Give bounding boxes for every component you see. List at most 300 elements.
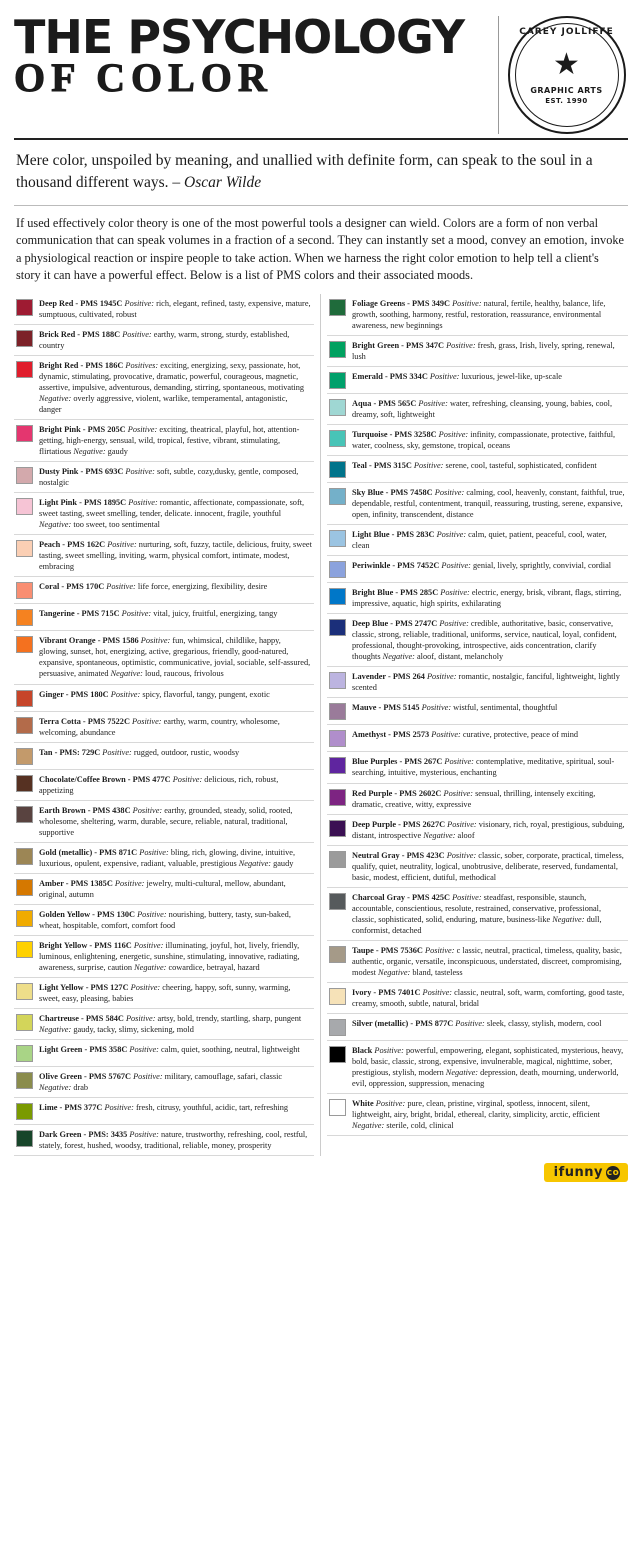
color-description xyxy=(39,774,314,796)
negative-label: Negative: xyxy=(550,914,585,924)
color-entry xyxy=(327,394,628,425)
positive-label: Positive: xyxy=(135,909,167,919)
color-swatch xyxy=(329,730,346,747)
color-entry xyxy=(14,712,314,743)
positive-label: Positive: xyxy=(138,636,171,646)
color-description xyxy=(39,805,314,838)
color-swatch xyxy=(16,941,33,958)
color-description xyxy=(352,892,628,936)
positive-label: Positive: xyxy=(424,672,457,682)
color-entry xyxy=(14,325,314,356)
color-entry xyxy=(14,1009,314,1040)
watermark-co-icon: co xyxy=(606,1167,620,1178)
positive-traits: infinity, compassionate, protective, faithful, water, coolness, sky, gemstone, tropical, oceans xyxy=(352,429,616,450)
color-entry xyxy=(327,425,628,456)
color-swatch xyxy=(329,851,346,868)
color-swatch xyxy=(16,717,33,734)
color-swatch xyxy=(16,582,33,599)
positive-label: Positive: xyxy=(429,730,461,740)
color-name: Mauve - PMS 5145 xyxy=(352,703,420,713)
negative-label: Negative: xyxy=(443,1068,479,1078)
positive-traits: exciting, theatrical, playful, hot, attention-getting, high-energy, sensual, wild, tropical, festive, vibrant, stimulating, flirtatious xyxy=(39,425,300,457)
color-name: Dusty Pink - PMS 693C xyxy=(39,467,124,477)
color-description xyxy=(39,424,314,457)
positive-label: Positive: xyxy=(105,540,137,550)
positive-traits: cheering, happy, soft, sunny, warming, sweet, easy, pleasing, babies xyxy=(39,983,291,1004)
color-swatch xyxy=(329,341,346,358)
watermark-text: ifunny xyxy=(553,1165,603,1181)
color-description xyxy=(39,1044,314,1055)
color-name: Earth Brown - PMS 438C xyxy=(39,805,131,815)
positive-label: Positive: xyxy=(434,530,467,540)
color-description xyxy=(352,729,628,740)
color-name: Tan - PMS: 729C xyxy=(39,747,101,757)
color-description xyxy=(352,371,628,382)
color-swatch xyxy=(329,1099,346,1116)
color-description xyxy=(39,1071,314,1093)
negative-label: Negative: xyxy=(39,1025,72,1035)
color-entry xyxy=(327,752,628,783)
positive-traits: visionary, rich, royal, prestigious, subduing, distant, introspective xyxy=(352,819,625,840)
positive-label: Positive: xyxy=(128,983,161,992)
color-description xyxy=(352,618,628,662)
positive-label: Positive: xyxy=(438,588,470,598)
watermark-badge xyxy=(544,1163,628,1182)
color-entry xyxy=(327,725,628,752)
positive-label: Positive: xyxy=(427,371,460,381)
color-entry xyxy=(14,843,314,874)
color-description xyxy=(352,487,628,520)
color-description xyxy=(39,360,314,415)
color-swatch xyxy=(329,1046,346,1063)
color-name: Emerald - PMS 334C xyxy=(352,371,428,381)
color-swatch xyxy=(329,946,346,963)
color-description xyxy=(39,847,314,869)
color-swatch xyxy=(16,1130,33,1147)
color-description xyxy=(352,1018,628,1029)
color-swatch xyxy=(329,488,346,505)
color-swatch xyxy=(329,530,346,547)
positive-label: Positive: xyxy=(131,1072,163,1082)
positive-traits: sleek, classy, stylish, modern, cool xyxy=(484,1019,602,1028)
color-description xyxy=(352,529,628,551)
color-swatch xyxy=(329,561,346,578)
color-description xyxy=(352,340,628,362)
positive-traits: rugged, outdoor, rustic, woodsy xyxy=(131,747,240,757)
color-swatch xyxy=(16,690,33,707)
color-name: Amber - PMS 1385C xyxy=(39,878,113,888)
negative-label: Negative: xyxy=(108,669,143,679)
color-swatch xyxy=(16,806,33,823)
positive-label: Positive: xyxy=(126,498,158,508)
color-swatch xyxy=(16,1072,33,1089)
positive-traits: credible, authoritative, basic, conservative, classic, strong, reliable, traditional, uniforms, service, nautical, loyal, confident, professional, thought-provoking, introspective, aids concentration, clarify thoughts xyxy=(352,619,617,662)
color-entry xyxy=(14,356,314,420)
negative-label: Negative: xyxy=(236,858,272,868)
positive-label: Positive: xyxy=(411,461,444,471)
positive-traits: classic, neutral, soft, warm, comforting, good taste, creamy, smooth, subtle, natural, bridal xyxy=(352,987,625,1008)
color-name: Dark Green - PMS: 3435 xyxy=(39,1130,128,1140)
positive-label: Positive: xyxy=(444,340,476,350)
positive-traits: romantic, nostalgic, fanciful, lightweight, lightly scented xyxy=(352,672,620,693)
positive-traits: nourishing, buttery, tasty, sun-baked, wheat, hospitable, comfort, comfort food xyxy=(39,909,291,930)
positive-traits: electric, energy, brisk, vibrant, flags, stirring, impressive, aquatic, high spirits, exhilarating xyxy=(352,588,622,609)
color-description xyxy=(39,497,314,530)
color-name: Turquoise - PMS 3258C xyxy=(352,429,437,439)
positive-traits: earthy, grounded, steady, solid, rooted, wholesome, sheltering, warm, durable, secure, reliable, natural, traditional, supportive xyxy=(39,805,293,837)
positive-label: Positive: xyxy=(450,892,482,902)
positive-traits: water, refreshing, cleansing, young, babies, cool, dreamy, soft, lightweight xyxy=(352,398,613,419)
negative-traits: gaudy xyxy=(105,447,128,457)
color-name: Light Green - PMS 358C xyxy=(39,1045,128,1055)
color-description xyxy=(352,702,628,713)
color-entry xyxy=(327,1094,628,1136)
negative-label: Negative: xyxy=(39,1083,72,1093)
positive-label: Positives: xyxy=(123,360,159,370)
color-swatch xyxy=(329,672,346,689)
positive-traits: luxurious, jewel-like, up-scale xyxy=(459,371,562,381)
color-swatch xyxy=(329,893,346,910)
color-description xyxy=(352,756,628,778)
color-entry xyxy=(327,667,628,698)
positive-label: Positive: xyxy=(170,774,203,784)
color-name: Bright Red - PMS 186C xyxy=(39,360,124,370)
color-swatch xyxy=(16,848,33,865)
positive-label: Positive: xyxy=(130,805,163,815)
color-swatch xyxy=(16,636,33,653)
positive-traits: soft, subtle, cozy,dusky, gentle, composed, nostalgic xyxy=(39,467,299,488)
color-name: Foliage Greens - PMS 349C xyxy=(352,298,451,308)
color-entry xyxy=(327,846,628,888)
color-name: Lime - PMS 377C xyxy=(39,1103,103,1113)
quote-block xyxy=(14,140,628,206)
color-description xyxy=(352,398,628,420)
positive-traits: classic, sober, corporate, practical, timeless, qualify, quiet, neutrality, logical, unobtrusive, deliberate, reserved, fundamental, basic, modest, efficient, dutiful, methodical xyxy=(352,850,624,882)
color-swatch xyxy=(16,299,33,316)
color-swatch xyxy=(329,619,346,636)
positive-label: Positive: xyxy=(127,1045,159,1055)
color-entry xyxy=(14,1040,314,1067)
positive-traits: earthy, warm, country, wholesome, welcoming, abundance xyxy=(39,716,280,737)
positive-label: Positive: xyxy=(422,945,455,955)
positive-traits: illuminating, joyful, hot, lively, friendly, luminous, enlightening, energetic, sunshine, stimulating, innovative, radiating, awareness, surprise, caution xyxy=(39,940,300,972)
color-name: Taupe - PMS 7536C xyxy=(352,945,423,955)
color-swatch xyxy=(16,910,33,927)
color-description xyxy=(39,608,314,619)
color-swatch xyxy=(16,467,33,484)
color-entry xyxy=(14,874,314,905)
color-description xyxy=(39,1129,314,1151)
positive-traits: nurturing, soft, fuzzy, tactile, delicious, fruity, sweet tasting, sweet smelling, inviting, warm, physical comfort, intimate, modest, embracing xyxy=(39,540,312,572)
positive-label: Positive: xyxy=(441,788,473,798)
color-entry xyxy=(14,604,314,631)
color-entry xyxy=(327,367,628,394)
color-entry xyxy=(14,294,314,325)
positive-traits: fun, whimsical, childlike, happy, glowing, sunset, hot, energizing, active, gregarious, friendly, good-natured, expansive, spontaneous, optimistic, communicative, jovial, sociable, self-assured, persuasive, animated xyxy=(39,636,311,679)
color-entry xyxy=(14,631,314,684)
color-swatch xyxy=(16,1014,33,1031)
positive-label: Positive: xyxy=(436,429,469,439)
color-name: Deep Purple - PMS 2627C xyxy=(352,819,446,829)
color-entry xyxy=(14,577,314,604)
positive-traits: powerful, empowering, elegant, sophisticated, mysterious, heavy, bold, basic, classic, strong, expensive, invulnerable, magical, nighttime, sober, prestigious, stylish, modern xyxy=(352,1046,624,1078)
color-description xyxy=(39,298,314,320)
negative-traits: drab xyxy=(71,1083,89,1093)
positive-label: Positive: xyxy=(419,703,452,713)
color-name: Sky Blue - PMS 7458C xyxy=(352,488,433,498)
positive-traits: romantic, affectionate, compassionate, soft, sweet tasting, sweet smelling, tender, delicate. innocent, fragile, youthful xyxy=(39,498,305,519)
color-entry xyxy=(14,1098,314,1125)
color-entry xyxy=(14,801,314,843)
color-list-left-column xyxy=(14,294,321,1157)
color-name: Black xyxy=(352,1046,373,1055)
negative-traits: gaudy xyxy=(271,858,294,868)
negative-traits: bland, tasteless xyxy=(410,967,463,977)
logo-mid-text: GRAPHIC ARTS xyxy=(530,85,603,95)
positive-label: Positive: xyxy=(137,847,169,857)
color-swatch xyxy=(329,820,346,837)
positive-label: Positive: xyxy=(123,1014,156,1024)
positive-label: Positive: xyxy=(445,819,477,829)
color-description xyxy=(352,429,628,451)
color-description xyxy=(352,819,628,841)
positive-label: Positive: xyxy=(437,619,469,629)
negative-label: Negative: xyxy=(39,393,72,403)
negative-label: Negative: xyxy=(39,520,72,530)
positive-label: Positive: xyxy=(373,1099,406,1109)
color-description xyxy=(39,982,314,1004)
positive-traits: contemplative, meditative, spiritual, soul-searching, intuitive, mysterious, enchanting xyxy=(352,757,615,778)
positive-traits: genial, lively, sprightly, convivial, cordial xyxy=(470,561,612,571)
color-entry xyxy=(327,1014,628,1041)
color-name: Bright Pink - PMS 205C xyxy=(39,425,126,435)
color-name: Chocolate/Coffee Brown - PMS 477C xyxy=(39,774,171,784)
color-description xyxy=(39,940,314,973)
color-description xyxy=(352,460,628,471)
color-swatch xyxy=(16,425,33,442)
color-name: Lavender - PMS 264 xyxy=(352,672,425,682)
logo-bottom-text: EST. 1990 xyxy=(545,96,588,105)
color-name: Deep Blue - PMS 2747C xyxy=(352,619,438,629)
positive-traits: curative, protective, peace of mind xyxy=(460,730,579,740)
color-name: Ginger - PMS 180C xyxy=(39,689,109,699)
negative-traits: loud, raucous, frivolous xyxy=(142,669,224,679)
color-swatch xyxy=(329,703,346,720)
positive-label: Positive: xyxy=(102,1103,134,1113)
color-name: Gold (metallic) - PMS 871C xyxy=(39,847,138,857)
color-description xyxy=(352,1045,628,1089)
color-swatch xyxy=(16,879,33,896)
color-entry xyxy=(14,420,314,462)
footer xyxy=(14,1158,628,1184)
title-block xyxy=(14,10,498,134)
positive-label: Positive: xyxy=(123,467,155,477)
positive-label: Positive: xyxy=(439,561,471,571)
positive-label: Positive: xyxy=(119,609,152,619)
color-entry xyxy=(327,941,628,983)
color-description xyxy=(39,909,314,931)
color-name: Terra Cotta - PMS 7522C xyxy=(39,716,130,726)
color-description xyxy=(39,878,314,900)
positive-label: Positive: xyxy=(122,298,154,308)
positive-label: Positive: xyxy=(100,747,132,757)
positive-traits: serene, cool, tasteful, sophisticated, confident xyxy=(443,461,597,471)
positive-traits: rich, elegant, refined, tasty, expensive, mature, sumptuous, cultivated, robust xyxy=(39,298,311,319)
color-name: Brick Red - PMS 188C xyxy=(39,329,121,339)
color-entry xyxy=(327,784,628,815)
positive-label: Positive: xyxy=(372,1046,404,1055)
color-entry xyxy=(14,462,314,493)
color-entry xyxy=(327,815,628,846)
negative-traits: cowardice, betrayal, hazard xyxy=(166,962,260,972)
color-swatch xyxy=(16,748,33,765)
negative-traits: dull, conformist, detached xyxy=(352,914,602,935)
color-name: Peach - PMS 162C xyxy=(39,540,106,550)
negative-traits: gaudy, tacky, slimy, sickening, mold xyxy=(71,1025,194,1035)
color-name: Bright Yellow - PMS 116C xyxy=(39,940,132,950)
color-entry xyxy=(14,905,314,936)
color-list-right-column xyxy=(321,294,628,1157)
color-name: Light Pink - PMS 1895C xyxy=(39,498,127,508)
color-entry xyxy=(327,525,628,556)
color-entry xyxy=(14,770,314,801)
positive-traits: jewelry, multi-cultural, mellow, abundant, original, autumn xyxy=(39,878,286,899)
color-swatch xyxy=(16,983,33,1000)
positive-label: Positive: xyxy=(444,850,477,860)
positive-traits: nature, trustworthy, refreshing, cool, restful, stately, forest, hushed, woodsy, traditional, reliable, money, prosperity xyxy=(39,1130,308,1151)
positive-label: Positive: xyxy=(112,878,145,888)
color-entry xyxy=(327,556,628,583)
color-entry xyxy=(14,493,314,535)
color-name: Periwinkle - PMS 7452C xyxy=(352,561,440,571)
page-title: THE PSYCHOLOGY xyxy=(14,10,465,64)
logo-top-text: CAREY JOLLIFFE xyxy=(519,27,614,37)
color-entry xyxy=(14,685,314,712)
color-swatch xyxy=(16,1045,33,1062)
color-swatch xyxy=(329,1019,346,1036)
logo-container xyxy=(498,16,628,134)
color-entry xyxy=(327,614,628,667)
positive-traits: earthy, warm, strong, sturdy, established, country xyxy=(39,329,290,350)
color-description xyxy=(39,466,314,488)
brand-logo-icon xyxy=(508,16,626,134)
color-swatch xyxy=(16,775,33,792)
positive-traits: calm, quiet, soothing, neutral, lightweight xyxy=(158,1045,300,1055)
color-entry xyxy=(14,936,314,978)
color-description xyxy=(39,635,314,679)
color-entry xyxy=(14,743,314,770)
negative-label: Negative: xyxy=(71,447,106,457)
color-name: Silver (metallic) - PMS 877C xyxy=(352,1019,454,1028)
quote-author: – Oscar Wilde xyxy=(172,174,262,192)
color-name: Chartreuse - PMS 584C xyxy=(39,1014,124,1024)
color-name: Charcoal Gray - PMS 425C xyxy=(352,892,451,902)
color-description xyxy=(352,788,628,810)
negative-label: Negative: xyxy=(421,830,456,840)
color-entry xyxy=(327,888,628,941)
intro-paragraph: If used effectively color theory is one of the most powerful tools a designer can wield. Colors are a form of non verbal communication that can speak volumes in a fraction of a second. They can instantly set a mood, convey an emotion, invoke a physiological reaction or inspire people to take action. When we harness the right color emotion to help tell a client's story it can have a powerful effect. Below is a list of PMS colors and their associated moods. xyxy=(16,215,624,283)
color-entry xyxy=(327,483,628,525)
color-description xyxy=(39,581,314,592)
positive-label: Positive: xyxy=(453,1019,485,1028)
negative-traits: sterile, cold, clinical xyxy=(384,1121,454,1131)
positive-label: Positive: xyxy=(108,689,141,699)
positive-label: Positive: xyxy=(442,757,474,767)
negative-label: Negative: xyxy=(375,967,411,977)
positive-traits: fresh, grass, Irish, lively, spring, renewal, lush xyxy=(352,340,615,361)
positive-label: Positive: xyxy=(127,1130,159,1140)
positive-traits: sensual, thrilling, intensely exciting, dramatic, creative, witty, expressive xyxy=(352,788,596,809)
color-entry xyxy=(327,698,628,725)
color-description xyxy=(352,850,628,883)
color-entry xyxy=(327,456,628,483)
positive-label: Positive: xyxy=(450,298,482,308)
color-entry xyxy=(327,336,628,367)
color-swatch xyxy=(329,399,346,416)
positive-label: Positive: xyxy=(432,488,465,498)
color-name: Light Blue - PMS 283C xyxy=(352,530,435,540)
color-description xyxy=(352,945,628,978)
color-entry xyxy=(14,1125,314,1156)
positive-traits: fresh, citrusy, youthful, acidic, tart, refreshing xyxy=(133,1103,289,1113)
negative-traits: aloof xyxy=(455,830,475,840)
color-description xyxy=(352,560,628,571)
positive-traits: natural, fertile, healthy, balance, life, growth, soothing, harmony, restful, restoration, reassurance, environmental awareness, new beginnings xyxy=(352,298,606,330)
positive-label: Positive: xyxy=(104,582,136,592)
positive-label: Positive: xyxy=(129,716,162,726)
positive-traits: artsy, bold, trendy, startling, sharp, pungent xyxy=(155,1014,302,1024)
color-name: Golden Yellow - PMS 130C xyxy=(39,909,136,919)
color-swatch xyxy=(16,361,33,378)
color-swatch xyxy=(329,789,346,806)
color-name: Vibrant Orange - PMS 1586 xyxy=(39,636,139,646)
color-name: Coral - PMS 170C xyxy=(39,582,105,592)
color-description xyxy=(39,1102,314,1113)
color-swatch xyxy=(16,498,33,515)
color-name: Deep Red - PMS 1945C xyxy=(39,298,123,308)
positive-label: Positive: xyxy=(416,398,448,408)
color-entry xyxy=(14,1067,314,1098)
color-swatch xyxy=(329,299,346,316)
color-name: Olive Green - PMS 5767C xyxy=(39,1072,132,1082)
negative-label: Negative: xyxy=(352,1121,385,1131)
color-description xyxy=(352,1098,628,1131)
color-description xyxy=(352,671,628,693)
color-swatch xyxy=(16,609,33,626)
color-swatch xyxy=(329,461,346,478)
positive-traits: calming, cool, heavenly, constant, faithful, true, dependable, restful, contentment, tranquil, reassuring, trusting, serene, expansive, open, infinity, transcendent, distance xyxy=(352,488,625,520)
positive-traits: bling, rich, glowing, divine, intuitive, luxurious, opulent, expensive, radiant, valuable, prestigious xyxy=(39,847,296,868)
color-swatch xyxy=(329,988,346,1005)
color-entry xyxy=(14,978,314,1009)
color-description xyxy=(352,298,628,331)
color-name: Neutral Gray - PMS 423C xyxy=(352,850,445,860)
color-description xyxy=(39,1013,314,1035)
positive-traits: calm, quiet, patient, peaceful, cool, water, clean xyxy=(352,530,607,551)
color-name: Red Purple - PMS 2602C xyxy=(352,788,442,798)
positive-traits: military, camouflage, safari, classic xyxy=(162,1072,283,1082)
positive-traits: vital, juicy, fruitful, energizing, tangy xyxy=(151,609,278,619)
color-entry xyxy=(327,1041,628,1094)
logo-ring xyxy=(515,23,619,127)
positive-traits: delicious, rich, robust, appetizing xyxy=(39,774,279,795)
positive-label: Positive: xyxy=(120,329,152,339)
color-list xyxy=(14,294,628,1157)
negative-label: Negative: xyxy=(380,652,415,662)
quote-text: Mere color, unspoiled by meaning, and unallied with definite form, can speak to the soul in a thousand different ways. xyxy=(16,152,593,192)
color-name: Bright Blue - PMS 285C xyxy=(352,588,439,598)
negative-traits: too sweet, too sentimental xyxy=(71,520,160,530)
